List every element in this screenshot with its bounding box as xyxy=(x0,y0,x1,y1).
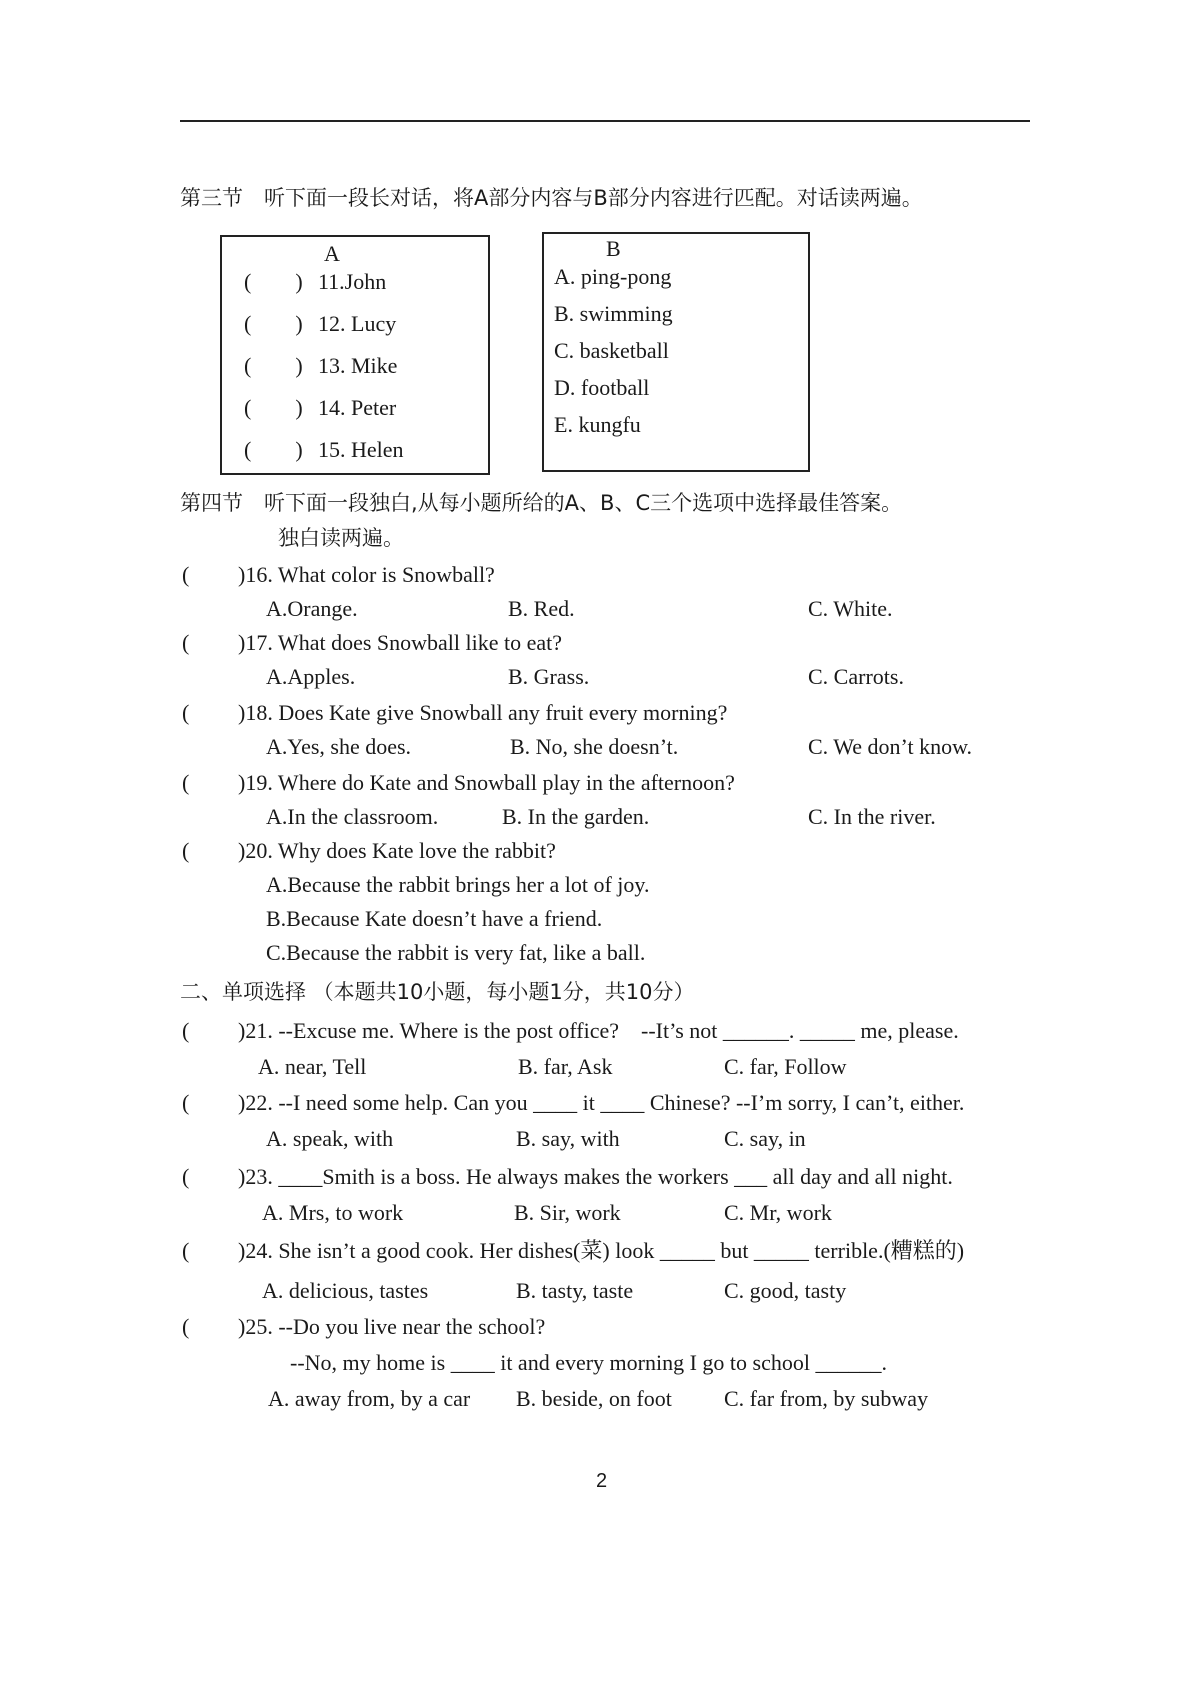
q22-option-c[interactable]: C. say, in xyxy=(724,1126,806,1151)
q21-option-b[interactable]: B. far, Ask xyxy=(518,1054,613,1079)
q16-option-c[interactable]: C. White. xyxy=(808,596,893,621)
q18-paren[interactable]: ( xyxy=(182,700,190,725)
q23-option-b[interactable]: B. Sir, work xyxy=(514,1200,621,1225)
item-12: 12. Lucy xyxy=(318,311,397,336)
q17-paren[interactable]: ( xyxy=(182,630,190,655)
q22-stem: )22. --I need some help. Can you ____ it ____ Chinese? --I’m sorry, I can’t, either. xyxy=(238,1090,965,1115)
q22-option-b[interactable]: B. say, with xyxy=(516,1126,620,1151)
q25-stem: )25. --Do you live near the school? xyxy=(238,1314,546,1339)
q20-stem: )20. Why does Kate love the rabbit? xyxy=(238,838,556,863)
q21-stem: )21. --Excuse me. Where is the post office? --It’s not ______. _____ me, please. xyxy=(238,1018,959,1043)
section3-heading: 第三节 听下面一段长对话，将A部分内容与B部分内容进行匹配。对话读两遍。 xyxy=(180,186,923,210)
blank-14[interactable]: ( ) xyxy=(244,395,303,420)
q20-option-a[interactable]: A.Because the rabbit brings her a lot of joy. xyxy=(266,872,650,897)
q16-paren[interactable]: ( xyxy=(182,562,190,587)
q25-option-b[interactable]: B. beside, on foot xyxy=(516,1386,672,1411)
option-d: D. football xyxy=(554,375,650,400)
blank-13[interactable]: ( ) xyxy=(244,353,303,378)
q25-option-c[interactable]: C. far from, by subway xyxy=(724,1386,929,1411)
top-rule xyxy=(180,120,1030,122)
q24-paren[interactable]: ( xyxy=(182,1238,190,1263)
item-13: 13. Mike xyxy=(318,353,398,378)
option-c: C. basketball xyxy=(554,338,669,363)
q19-option-b[interactable]: B. In the garden. xyxy=(502,804,650,829)
q23-option-a[interactable]: A. Mrs, to work xyxy=(262,1200,404,1225)
q24-option-b[interactable]: B. tasty, taste xyxy=(516,1278,634,1303)
q24-option-c[interactable]: C. good, tasty xyxy=(724,1278,847,1303)
section4-heading: 第四节 听下面一段独白,从每小题所给的A、B、C三个选项中选择最佳答案。 xyxy=(180,491,903,515)
q19-paren[interactable]: ( xyxy=(182,770,190,795)
q20-option-c[interactable]: C.Because the rabbit is very fat, like a ball. xyxy=(266,940,646,965)
q20-option-b[interactable]: B.Because Kate doesn’t have a friend. xyxy=(266,906,603,931)
q25-option-a[interactable]: A. away from, by a car xyxy=(268,1386,471,1411)
section4-heading-line2: 独白读两遍。 xyxy=(278,526,404,550)
q21-paren[interactable]: ( xyxy=(182,1018,190,1043)
box-b-label: B xyxy=(606,236,621,261)
q23-option-c[interactable]: C. Mr, work xyxy=(724,1200,832,1225)
option-a: A. ping-pong xyxy=(554,264,672,289)
q17-option-b[interactable]: B. Grass. xyxy=(508,664,590,689)
q18-stem: )18. Does Kate give Snowball any fruit every morning? xyxy=(238,700,728,725)
q17-option-c[interactable]: C. Carrots. xyxy=(808,664,904,689)
match-box-b xyxy=(542,232,810,472)
q18-option-a[interactable]: A.Yes, she does. xyxy=(266,734,412,759)
part2-heading: 二、单项选择 （本题共10小题，每小题1分，共10分） xyxy=(180,980,695,1004)
q20-paren[interactable]: ( xyxy=(182,838,190,863)
q24-option-a[interactable]: A. delicious, tastes xyxy=(262,1278,429,1303)
q17-option-a[interactable]: A.Apples. xyxy=(266,664,356,689)
blank-11[interactable]: ( ) xyxy=(244,269,303,294)
item-15: 15. Helen xyxy=(318,437,404,462)
blank-15[interactable]: ( ) xyxy=(244,437,303,462)
q19-option-c[interactable]: C. In the river. xyxy=(808,804,936,829)
page-number: 2 xyxy=(596,1470,608,1492)
q19-stem: )19. Where do Kate and Snowball play in the afternoon? xyxy=(238,770,735,795)
blank-12[interactable]: ( ) xyxy=(244,311,303,336)
q16-option-b[interactable]: B. Red. xyxy=(508,596,575,621)
option-b: B. swimming xyxy=(554,301,673,326)
option-e: E. kungfu xyxy=(554,412,641,437)
item-14: 14. Peter xyxy=(318,395,397,420)
q22-option-a[interactable]: A. speak, with xyxy=(266,1126,394,1151)
q18-option-b[interactable]: B. No, she doesn’t. xyxy=(510,734,679,759)
q24-stem: )24. She isn’t a good cook. Her dishes(菜) look _____ but _____ terrible.(糟糕的) xyxy=(238,1238,965,1263)
q25-stem-line2: --No, my home is ____ it and every morning I go to school ______. xyxy=(290,1350,887,1375)
q19-option-a[interactable]: A.In the classroom. xyxy=(266,804,439,829)
q17-stem: )17. What does Snowball like to eat? xyxy=(238,630,563,655)
q21-option-a[interactable]: A. near, Tell xyxy=(258,1054,367,1079)
q22-paren[interactable]: ( xyxy=(182,1090,190,1115)
q18-option-c[interactable]: C. We don’t know. xyxy=(808,734,973,759)
q23-paren[interactable]: ( xyxy=(182,1164,190,1189)
q16-stem: )16. What color is Snowball? xyxy=(238,562,495,587)
box-a-label: A xyxy=(324,241,340,266)
q21-option-c[interactable]: C. far, Follow xyxy=(724,1054,847,1079)
match-box-a xyxy=(220,235,490,475)
q16-option-a[interactable]: A.Orange. xyxy=(266,596,358,621)
item-11: 11.John xyxy=(318,269,387,294)
q23-stem: )23. ____Smith is a boss. He always makes the workers ___ all day and all night. xyxy=(238,1164,953,1189)
q25-paren[interactable]: ( xyxy=(182,1314,190,1339)
